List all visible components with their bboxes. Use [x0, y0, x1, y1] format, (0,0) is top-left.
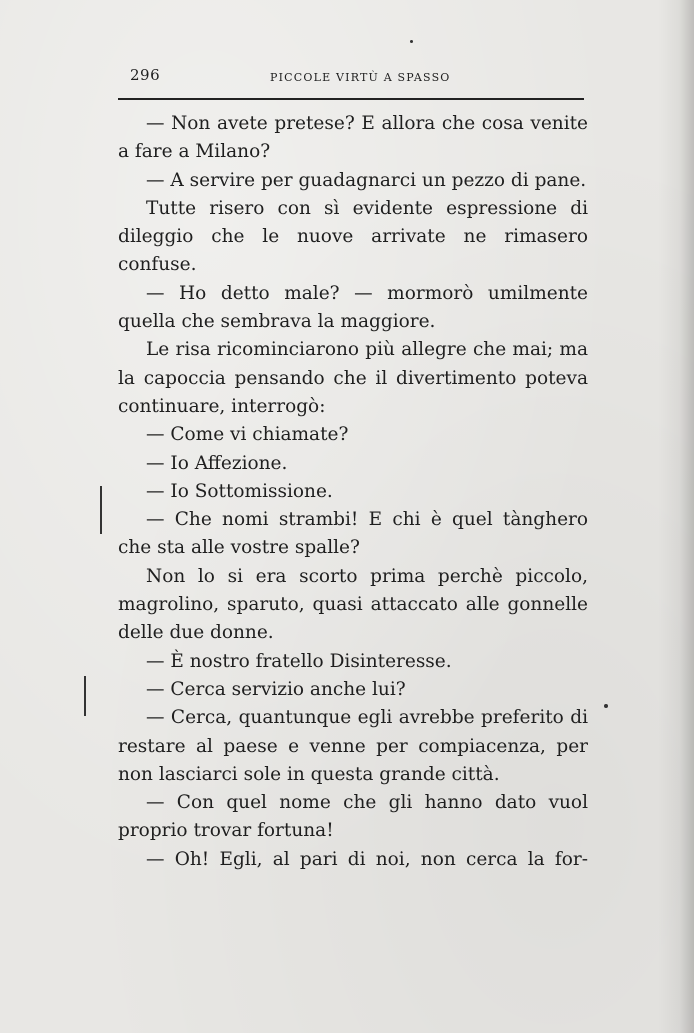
paragraph: — Io Sottomissione.	[146, 480, 333, 502]
paragraph: — Con quel nome che gli hanno dato vuol proprio trovar fortuna!	[118, 792, 588, 842]
speck	[410, 40, 413, 43]
paragraph: — Non avete pretese? E allora che cosa venite a fare a Milano?	[118, 113, 588, 163]
paragraph: — Che nomi strambi! E chi è quel tànghero che sta alle vostre spalle?	[118, 509, 588, 559]
page-gutter-shadow	[658, 0, 694, 1033]
paragraph: — È nostro fratello Disinteresse.	[146, 650, 452, 672]
paragraph: — A servire per guadagnarci un pezzo di pane.	[146, 169, 587, 191]
paragraph: — Cerca servizio anche lui?	[146, 678, 406, 700]
running-title: PICCOLE VIRTÙ A SPASSO	[270, 71, 451, 84]
margin-mark	[100, 486, 102, 534]
paragraph: Non lo si era scorto prima perchè piccolo, magrolino, sparuto, quasi attaccato alle gonnelle delle due donne.	[118, 565, 588, 644]
paragraph: — Ho detto male? — mormorò umilmente quella che sembrava la maggiore.	[118, 282, 588, 333]
paragraph: — Cerca, quantunque egli avrebbe preferito di restare al paese e venne per compiacenza, per non lasciarci sole in questa grande città.	[118, 707, 588, 785]
page-header	[130, 66, 585, 90]
paragraph: — Io Affezione.	[146, 452, 288, 474]
page-number: 296	[130, 66, 161, 84]
margin-mark	[84, 676, 86, 716]
paragraph: — Come vi chiamate?	[146, 424, 349, 446]
paragraph: Tutte risero con sì evidente espressione di dileggio che le nuove arrivate ne rimasero confuse.	[118, 197, 588, 276]
body-text	[118, 110, 588, 874]
paragraph: Le risa ricominciarono più allegre che mai; ma la capoccia pensando che il divertimento poteva continuare, interrogò:	[118, 339, 588, 417]
speck	[604, 704, 608, 708]
header-rule	[118, 98, 584, 100]
paragraph: — Oh! Egli, al pari di noi, non cerca la for-	[146, 848, 588, 870]
